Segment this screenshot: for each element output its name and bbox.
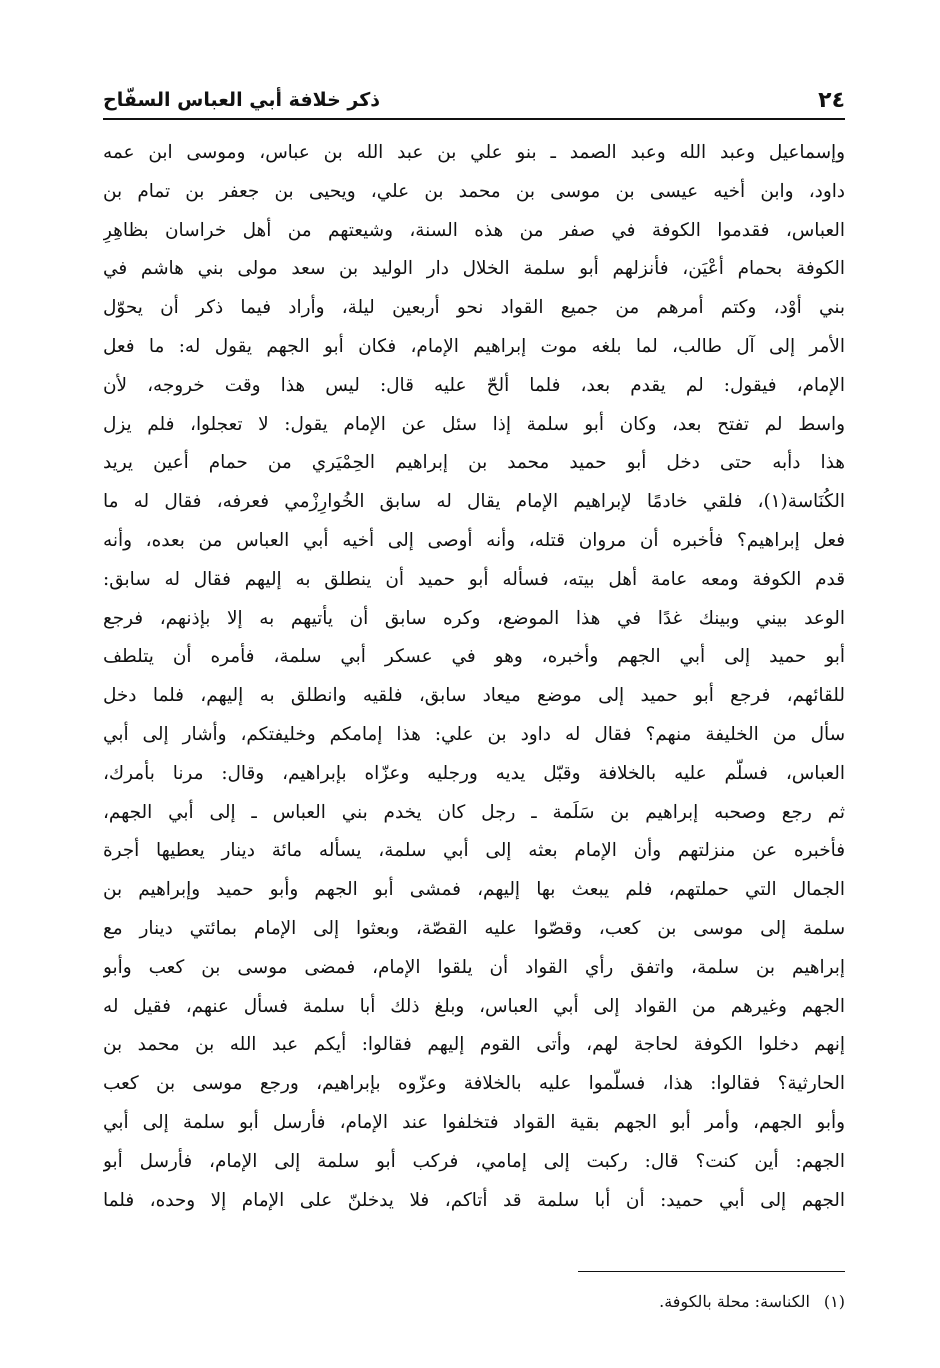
running-title: ذكر خلافة أبي العباس السفّاح: [103, 89, 380, 111]
text-line: العباس، فسلّم عليه بالخلافة وقبّل يديه ورجليه وعزّاه بإبراهيم، وقال: مرنا بأمرك،: [103, 762, 845, 784]
text-line: وإسماعيل وعبد الله وعبد الصمد ـ بنو علي بن عبد الله بن عباس، وموسى ابن عمه: [103, 142, 845, 163]
text-line: ثم رجع وصحبه إبراهيم بن سَلَمة ـ رجل كان يخدم بني العباس ـ إلى أبي الجهم،: [103, 801, 845, 823]
text-line: الجهم وغيرهم من القواد إلى أبي العباس، وبلغ ذلك أبا سلمة فسأل عنهم، فقيل له: [103, 995, 845, 1017]
page-number: ٢٤: [818, 87, 845, 113]
text-line: الحارثية؟ فقالوا: هذا، فسلّموا عليه بالخلافة وعزّوه بإبراهيم، ورجع موسى بن كعب: [103, 1073, 845, 1095]
text-line: الكوفة بحمام أعْيَن، فأنزلهم أبو سلمة الخلال دار الوليد بن سعد مولى بني هاشم في: [103, 258, 845, 280]
text-line: واسط لم تفتح بعد، وكان أبو سلمة إذا سئل عن الإمام يقول: لا تعجلوا، فلم يزل: [103, 413, 845, 435]
footnote: [659, 1290, 845, 1314]
text-line: إنهم دخلوا الكوفة لحاجة لهم، وأتى القوم إليهم فقالوا: أيكم عبد الله بن محمد بن: [103, 1034, 845, 1056]
text-line: العباس، فقدموا الكوفة في صفر من هذه السنة، وشيعتهم من أهل خراسان بظاهِرِ: [103, 219, 845, 241]
text-line: الجهم إلى أبي حميد: أن أبا سلمة قد أتاكم، فلا يدخلنّ على الإمام إلا وحده، فلما: [103, 1189, 845, 1211]
text-line: أبو حميد إلى أبي الجهم وأخبره، وهو في عسكر أبي سلمة، فأمره أن يتلطف: [103, 646, 845, 668]
text-line: وأبو الجهم، وأمر أبو الجهم بقية القواد فتخلفوا عند الإمام، فأرسل أبو سلمة إلى أبي: [103, 1111, 845, 1133]
text-line: بني أوْد، وكتم أمرهم من جميع القواد نحو أربعين ليلة، وأراد فيما ذكر أن يحوّل: [103, 297, 845, 319]
text-line: الكُنَاسة(١)، فلقي خادمًا لإبراهيم الإمام يقال له سابق الخُوارِزْمي فعرفه، فقال له ما: [103, 491, 845, 513]
page-header: [103, 82, 845, 118]
text-line: الإمام، فيقول: لم يقدم بعد، فلما ألحّ عليه قال: ليس هذا وقت خروجه، لأن: [103, 374, 845, 396]
text-line: فعل إبراهيم؟ فأخبره أن مروان قتله، وأنه أوصى إلى أخيه أبي العباس من بعده، وأنه: [103, 529, 845, 551]
text-line: فأخبره عن منزلتهم وأن الإمام بعثه إلى أبي سلمة، يسأله مائة دينار يعطيها أجرة: [103, 840, 845, 862]
text-line: سلمة إلى موسى بن كعب، وقصّوا عليه القصّة، وبعثوا إلى الإمام بمائتي دينار مع: [103, 917, 845, 939]
footnote-number: (١): [823, 1292, 845, 1311]
footnote-rule: [578, 1271, 845, 1272]
text-line: الجهم: أين كنت؟ قال: ركبت إلى إمامي، فركب أبو سلمة إلى الإمام، فأرسل أبو: [103, 1150, 845, 1172]
text-line: هذا دأبه حتى دخل أبو حميد محمد بن إبراهيم الحِمْيَري من حمام أعين يريد: [103, 452, 845, 474]
text-line: داود، وابن أخيه عيسى بن موسى بن محمد بن علي، ويحيى بن جعفر بن تمام بن: [103, 180, 845, 202]
text-line: الأمر إلى آل طالب، لما بلغه موت إبراهيم الإمام، فكان أبو الجهم يقول له: ما فعل: [103, 335, 845, 357]
footnote-text: الكناسة: محلة بالكوفة.: [659, 1292, 810, 1311]
text-line: إبراهيم بن سلمة، واتفق رأي القواد أن يلقوا الإمام، فمضى موسى بن كعب وأبو: [103, 956, 845, 978]
text-line: سأل من الخليفة منهم؟ فقال له داود بن علي: هذا إمامكم وخليفتكم، وأشار إلى أبي: [103, 723, 845, 745]
header-rule: [103, 118, 845, 120]
body-text: [103, 134, 845, 1220]
text-line: الوعد بيني وبينك غدًا في هذا الموضع، وكره سابق أن يأتيهم به إلا بإذنهم، فرجع: [103, 607, 845, 629]
text-line: الجمال التي حملتهم، فلم يبعث بها إليهم، فمشى أبو الجهم وأبو حميد وإبراهيم بن: [103, 879, 845, 901]
text-line: قدم الكوفة ومعه عامة أهل بيته، فسأله أبو حميد أن ينطلق به إليهم فقال له سابق:: [103, 568, 845, 590]
text-line: للقائهم، فرجع أبو حميد إلى موضع ميعاد سابق، فلقيه وانطلق به إليهم، فلما دخل: [103, 685, 845, 707]
